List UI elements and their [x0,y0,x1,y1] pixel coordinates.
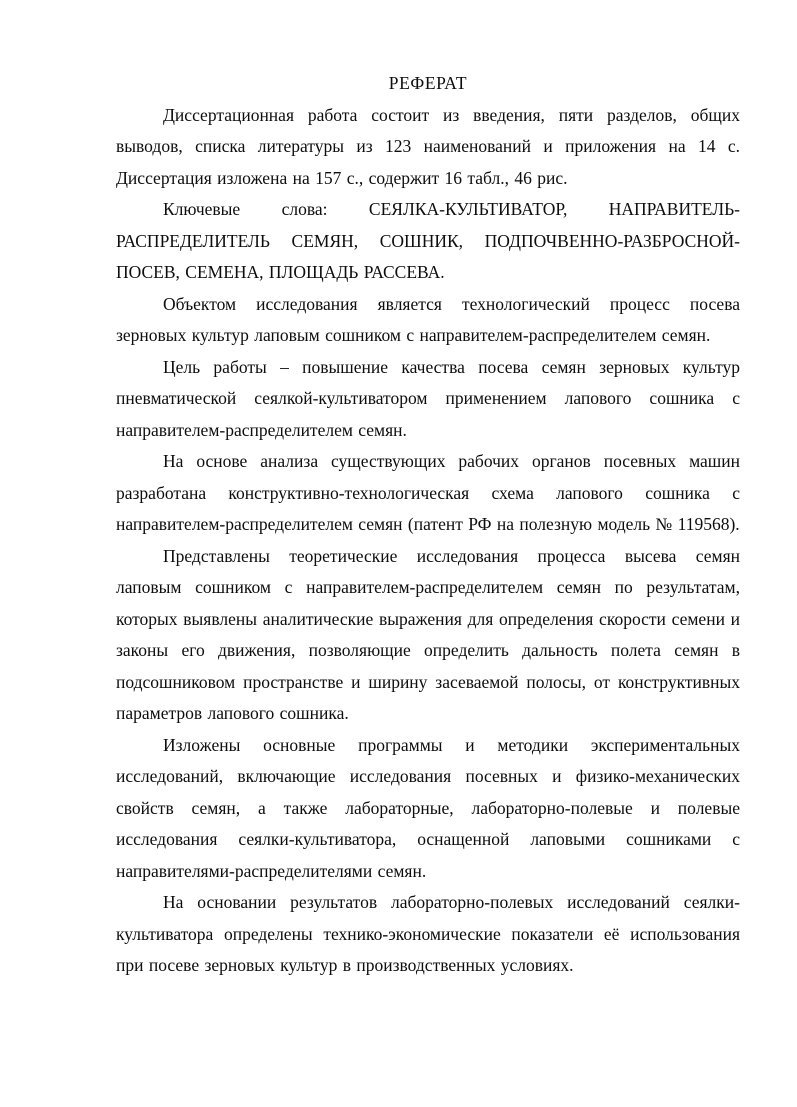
paragraph-theory: Представлены теоретические исследования процесса высева семян лаповым сошником с направителем-распределителем семян по результатам, которых выявлены аналитические выражения для определения скорости семени и законы его движения, позволяющие определить дальность полета семян в подсошниковом пространстве и ширину засеваемой полосы, от конструктивных параметров лапового сошника. [116,545,740,723]
paragraph-object: Объектом исследования является технологический процесс посева зерновых культур лаповым сошником с направителем-распределителем семян. [116,293,740,345]
paragraph-goal: Цель работы – повышение качества посева семян зерновых культур пневматической сеялкой-культиватором применением лапового сошника с направителем-распределителем семян. [116,356,740,440]
text-block [116,68,740,982]
paragraph-results: На основании результатов лабораторно-полевых исследований сеялки-культиватора определены технико-экономические показатели её использования при посеве зерновых культур в производственных условиях. [116,892,740,975]
paragraph-keywords: Ключевые слова: СЕЯЛКА-КУЛЬТИВАТОР, НАПРАВИТЕЛЬ-РАСПРЕДЕЛИТЕЛЬ СЕМЯН, СОШНИК, ПОДПОЧВЕННО-РАЗБРОСНОЙ-ПОСЕВ, СЕМЕНА, ПЛОЩАДЬ РАССЕВА. [116,199,740,282]
paragraph-structure: Диссертационная работа состоит из введения, пяти разделов, общих выводов, списка литературы из 123 наименований и приложения на 14 с. Диссертация изложена на 157 с., содержит 16 табл., 46 рис. [116,104,740,188]
page-title: РЕФЕРАТ [388,73,468,93]
paragraph-programs: Изложены основные программы и методики экспериментальных исследований, включающие исследования посевных и физико-механических свойств семян, а также лабораторные, лабораторно-полевые и полевые исследования сеялки-культиватора, оснащенной лаповыми сошниками с направителями-распределителями семян. [116,734,740,881]
paragraph-scheme: На основе анализа существующих рабочих органов посевных машин разработана конструктивно-технологическая схема лапового сошника с направителем-распределителем семян (патент РФ на полезную модель № 119568). [116,451,740,534]
